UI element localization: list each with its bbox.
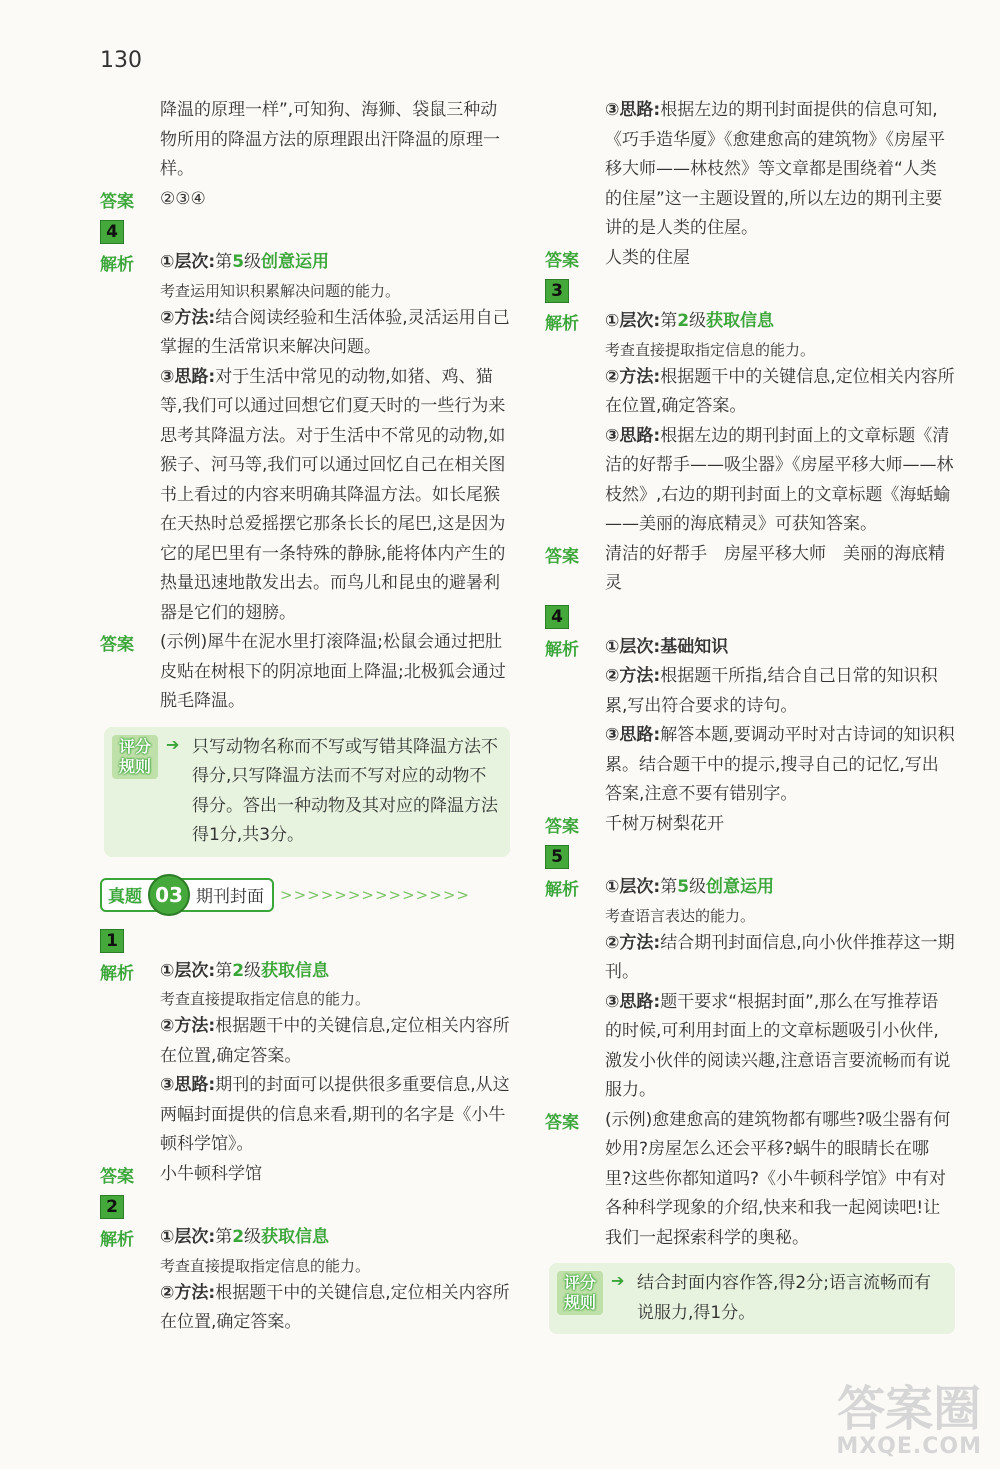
rule-label: 评分 规则 <box>557 1271 603 1315</box>
level-desc: 考查直接提取指定信息的能力。 <box>160 1256 371 1275</box>
level-line: ①层次:第2级获取信息 <box>160 1227 330 1247</box>
answer-text: (示例)愈建愈高的建筑物都有哪些?吸尘器有何妙用?房屋怎么还会平移?蜗牛的眼睛长在哪里?这些你都知道吗?《小牛顿科学馆》中有对各种科学现象的介绍,快来和我一起阅读吧!让我们一起探索科学的奥秘。 <box>605 1109 951 1248</box>
answer-block <box>545 540 955 599</box>
thinking-line: ③思路:对于生活中常见的动物,如猪、鸡、猫等,我们可以通过回想它们夏天时的一些行为来思考其降温方法。对于生活中不常见的动物,如猴子、河马等,我们可以通过回忆自己在相关图书上看过的内容来明确其降温方法。如长尾猴在天热时总爱摇摆它那条长长的尾巴,这是因为它的尾巴里有一条特殊的静脉,能将体内产生的热量迅速地散发出去。而鸟儿和昆虫的避暑利器是它们的翅膀。 <box>160 366 506 623</box>
right-column <box>545 96 955 1340</box>
level-line: ①层次:第5级创意运用 <box>160 252 330 272</box>
answer-text: ②③④ <box>160 188 206 209</box>
level-line: ①层次:第2级获取信息 <box>160 960 330 981</box>
analysis-block <box>545 307 955 540</box>
analysis-label: 解析 <box>100 1230 134 1250</box>
answer-text: 小牛顿科学馆 <box>160 1163 262 1184</box>
thinking-line: ③思路:根据左边的期刊封面提供的信息可知,《巧手造华厦》《愈建愈高的建筑物》《房屋平移大师——林枝然》等文章都是围绕着“人类的住屋”这一主题设置的,所以左边的期刊主要讲的是人类的住屋。 <box>605 100 945 238</box>
arrow-icon: ➔ <box>166 734 180 754</box>
question-number: 5 <box>545 839 955 873</box>
left-top-answer-block <box>100 185 510 215</box>
section-arrows: >>>>>>>>>>>>>> <box>280 885 470 904</box>
answer-label: 答案 <box>545 546 579 567</box>
analysis-label: 解析 <box>100 255 134 275</box>
answer-label: 答案 <box>545 816 579 837</box>
answer-block <box>100 1160 510 1190</box>
answer-block <box>545 1106 955 1254</box>
level-line: ①层次:第5级创意运用 <box>605 877 775 897</box>
rule-text: 结合封面内容作答,得2分;语言流畅而有说服力,得1分。 <box>637 1273 931 1323</box>
scoring-rule <box>104 727 510 857</box>
page-number: 130 <box>100 48 142 73</box>
analysis-label: 解析 <box>545 639 579 660</box>
answer-block <box>545 810 955 840</box>
level-desc: 考查运用知识积累解决问题的能力。 <box>160 281 401 300</box>
method-line: ②方法:根据题干所指,结合自己日常的知识积累,写出符合要求的诗句。 <box>605 666 938 716</box>
analysis-block <box>100 957 510 1160</box>
analysis-label: 解析 <box>545 880 579 900</box>
answer-label: 答案 <box>100 191 134 212</box>
scoring-rule <box>549 1263 955 1334</box>
thinking-line: ③思路:期刊的封面可以提供很多重要信息,从这两幅封面提供的信息来看,期刊的名字是《小牛顿科学馆》。 <box>160 1075 510 1154</box>
method-line: ②方法:根据题干中的关键信息,定位相关内容所在位置,确定答案。 <box>160 1282 510 1332</box>
watermark-logo: 答案圈 MXQE.COM <box>836 1381 982 1459</box>
thinking-line: ③思路:题干要求“根据封面”,那么在写推荐语的时候,可利用封面上的文章标题吸引小伙伴,激发小伙伴的阅读兴趣,注意语言要流畅而有说服力。 <box>605 991 951 1100</box>
answer-text: 千树万树梨花开 <box>605 813 724 834</box>
answer-text: (示例)犀牛在泥水里打滚降温;松鼠会通过把肚皮贴在树根下的阴凉地面上降温;北极狐会通过脱毛降温。 <box>160 632 506 711</box>
question-number: 3 <box>545 273 955 307</box>
analysis-block <box>545 873 955 1106</box>
arrow-icon: ➔ <box>611 1271 625 1290</box>
rule-text: 只写动物名称而不写或写错其降温方法不得分,只写降温方法而不写对应的动物不得分。答出一种动物及其对应的降温方法得1分,共3分。 <box>192 736 498 845</box>
answer-text: 人类的住屋 <box>605 247 690 268</box>
left-top-text: 降温的原理一样”,可知狗、海狮、袋鼠三种动物所用的降温方法的原理跟出汗降温的原理一样。 <box>160 100 500 179</box>
method-line: ②方法:结合期刊封面信息,向小伙伴推荐这一期刊。 <box>605 932 955 982</box>
section-title: 期刊封面 <box>196 887 264 907</box>
section-badge: 真题 03 期刊封面 <box>100 878 274 912</box>
analysis-label: 解析 <box>100 963 134 984</box>
level-line: ①层次:第2级获取信息 <box>605 311 775 331</box>
question-number: 4 <box>100 214 510 248</box>
answer-label: 答案 <box>100 635 134 655</box>
analysis-block <box>100 1223 510 1338</box>
thinking-line: ③思路:根据左边的期刊封面上的文章标题《清洁的好帮手——吸尘器》《房屋平移大师——林枝然》,右边的期刊封面上的文章标题《海蛞蝓——美丽的海底精灵》可获知答案。 <box>605 425 954 534</box>
answer-block <box>545 244 955 274</box>
analysis-label: 解析 <box>545 314 579 334</box>
method-line: ②方法:根据题干中的关键信息,定位相关内容所在位置,确定答案。 <box>160 1016 510 1066</box>
answer-label: 答案 <box>545 250 579 271</box>
level-desc: 考查直接提取指定信息的能力。 <box>160 990 371 1008</box>
level-desc: 考查直接提取指定信息的能力。 <box>605 340 816 359</box>
analysis-block <box>100 248 510 628</box>
question-number: 1 <box>100 923 510 957</box>
answer-block <box>100 628 510 717</box>
section-number: 03 <box>148 874 190 916</box>
left-column <box>100 96 510 1338</box>
answer-label: 答案 <box>545 1112 579 1133</box>
section-header <box>100 875 510 915</box>
level-desc: 考查语言表达的能力。 <box>605 906 756 925</box>
answer-text: 清洁的好帮手 房屋平移大师 美丽的海底精灵 <box>605 543 945 593</box>
analysis-block <box>545 633 955 810</box>
question-number: 4 <box>545 599 955 633</box>
thinking-line: ③思路:解答本题,要调动平时对古诗词的知识积累。结合题干中的提示,搜寻自己的记忆,写出答案,注意不要有错别字。 <box>605 725 955 804</box>
level-line: ①层次:基础知识 <box>605 636 729 657</box>
method-line: ②方法:结合阅读经验和生活体验,灵活运用自己掌握的生活常识来解决问题。 <box>160 307 510 357</box>
question-number: 2 <box>100 1189 510 1223</box>
method-line: ②方法:根据题干中的关键信息,定位相关内容所在位置,确定答案。 <box>605 366 955 416</box>
rule-label: 评分 规则 <box>112 735 158 779</box>
answer-label: 答案 <box>100 1166 134 1187</box>
